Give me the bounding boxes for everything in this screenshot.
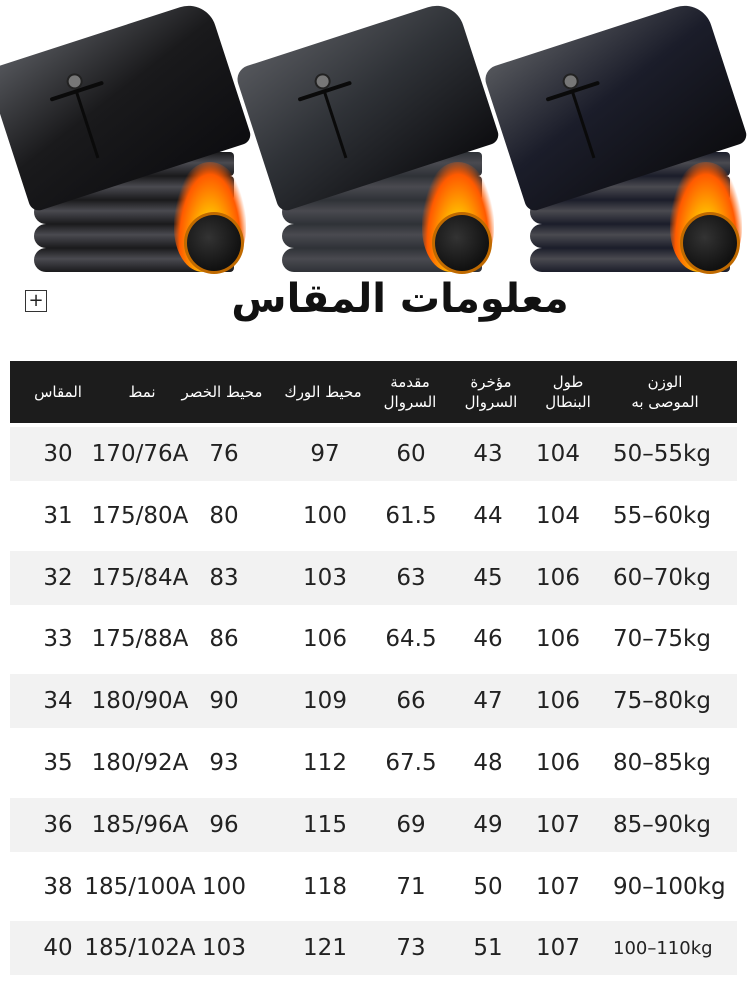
cell-size: 34 [43,688,73,715]
header-back-rise: مؤخرة السروال [464,372,518,411]
cell-length: 107 [536,811,580,838]
cell-back-rise: 49 [473,811,503,838]
header-waist: محيط الخصر [181,382,263,401]
cell-front-rise: 66 [396,688,426,715]
page-title: معلومات المقاس [231,276,569,322]
table-row [10,489,737,543]
cell-model: 175/84A [91,564,189,591]
cell-model: 185/96A [91,811,189,838]
cell-weight: 90–100kg [613,873,726,900]
cell-length: 106 [536,626,580,653]
cell-size: 40 [43,935,73,962]
cell-size: 35 [43,750,73,776]
cell-size: 33 [43,626,73,653]
cell-front-rise: 61.5 [385,502,437,529]
cell-front-rise: 60 [396,441,426,467]
product-images [0,0,750,270]
cell-waist: 80 [209,502,239,529]
cell-length: 107 [536,873,580,900]
cell-size: 36 [43,811,73,838]
cell-weight: 75–80kg [613,688,711,715]
table-row [10,736,737,790]
cell-hip: 103 [303,564,347,591]
cell-hip: 100 [303,502,347,529]
cell-length: 104 [536,502,580,529]
cell-hip: 115 [303,811,347,838]
cell-size: 31 [43,502,73,529]
cell-model: 175/80A [91,502,189,529]
cell-size: 30 [43,441,73,467]
header-front-rise: مقدمة السروال [383,372,437,411]
table-row [10,921,737,975]
table-row [10,427,737,481]
cell-front-rise: 71 [396,873,426,900]
fleece-lining [432,212,492,274]
navy-pants-image [500,22,740,262]
fleece-lining [184,212,244,274]
cell-model: 170/76A [91,441,189,467]
table-row [10,674,737,728]
expand-icon[interactable]: + [25,290,47,312]
seam [75,91,99,159]
cell-weight: 55–60kg [613,502,711,529]
gray-pants-image [252,22,492,262]
seam [323,91,347,159]
cell-back-rise: 43 [473,441,503,467]
header-model: نمط [128,382,156,401]
cell-waist: 103 [202,935,246,962]
table-row [10,551,737,605]
cell-length: 104 [536,441,580,467]
cell-hip: 121 [303,935,347,962]
cell-hip: 109 [303,688,347,715]
header-hip: محيط الورك [284,382,362,401]
cell-waist: 96 [209,811,239,838]
cell-weight: 70–75kg [613,626,711,653]
cell-waist: 93 [209,750,239,776]
cell-back-rise: 50 [473,873,503,900]
cell-model: 180/90A [91,688,189,715]
cell-front-rise: 63 [396,564,426,591]
header-length: طول البنطال [545,372,591,411]
cell-back-rise: 48 [473,750,503,776]
cell-hip: 97 [310,441,340,467]
cell-length: 106 [536,564,580,591]
cell-waist: 90 [209,688,239,715]
cell-size: 38 [43,873,73,900]
cell-front-rise: 67.5 [385,750,437,776]
cell-length: 107 [536,935,580,962]
cell-model: 175/88A [91,626,189,653]
cell-front-rise: 64.5 [385,626,437,653]
cell-weight: 50–55kg [613,441,711,467]
cell-weight: 100–110kg [613,937,713,959]
cell-waist: 76 [209,441,239,467]
cell-back-rise: 51 [473,935,503,962]
cell-model: 185/102A [84,935,196,962]
seam [571,91,595,159]
cell-front-rise: 73 [396,935,426,962]
cell-back-rise: 47 [473,688,503,715]
header-size: المقاس [34,382,82,401]
table-row [10,612,737,666]
cell-waist: 100 [202,873,246,900]
cell-hip: 118 [303,873,347,900]
cell-weight: 85–90kg [613,811,711,838]
table-row [10,798,737,852]
table-row [10,860,737,914]
cell-hip: 112 [303,750,347,776]
cell-waist: 86 [209,626,239,653]
table-header [10,361,737,423]
cell-length: 106 [536,688,580,715]
cell-weight: 60–70kg [613,564,711,591]
cell-model: 185/100A [84,873,196,900]
cell-weight: 80–85kg [613,750,711,776]
cell-model: 180/92A [91,750,189,776]
black-pants-image [4,22,244,262]
header-weight: الوزن الموصى به [631,372,699,411]
cell-back-rise: 44 [473,502,503,529]
cell-waist: 83 [209,564,239,591]
fleece-lining [680,212,740,274]
cell-size: 32 [43,564,73,591]
cell-back-rise: 45 [473,564,503,591]
cell-hip: 106 [303,626,347,653]
cell-length: 106 [536,750,580,776]
cell-front-rise: 69 [396,811,426,838]
cell-back-rise: 46 [473,626,503,653]
